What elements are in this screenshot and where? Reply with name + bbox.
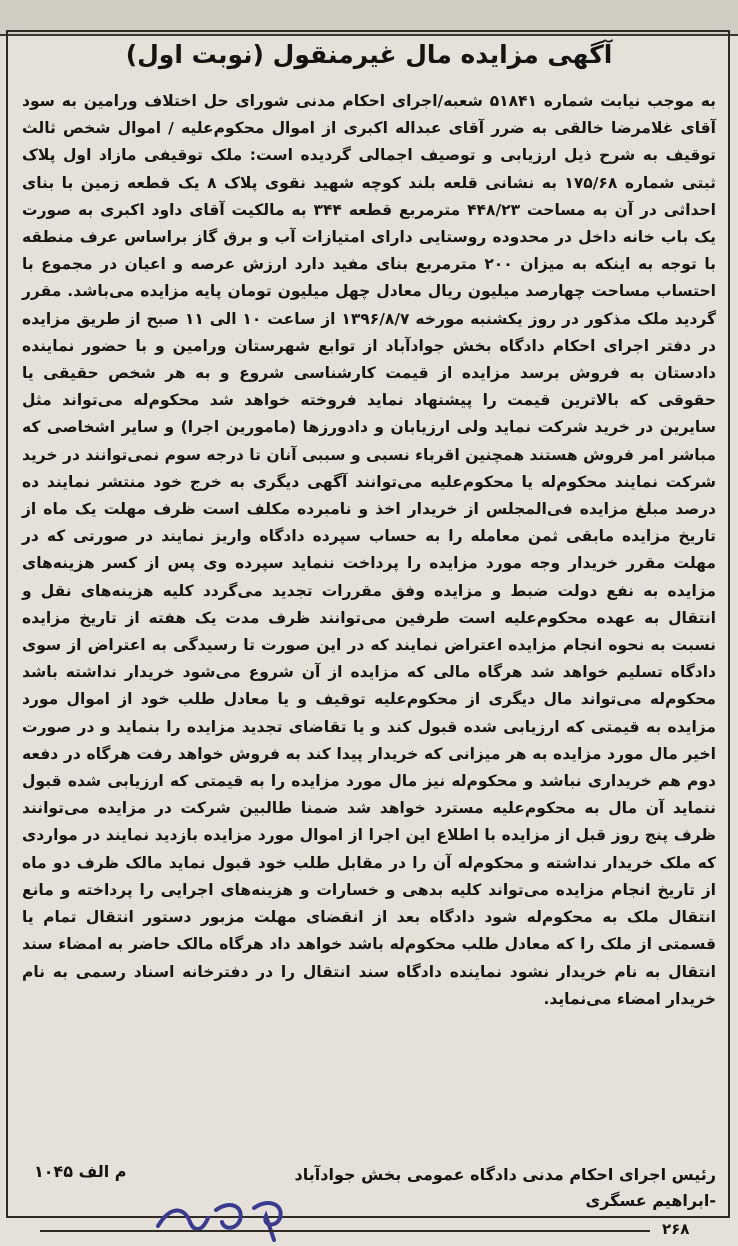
page-number: ۲۶۸ [662, 1220, 690, 1238]
notice-title: آگهی مزایده مال غیرمنقول (نوبت اول) [125, 40, 613, 69]
footer-rule [40, 1230, 650, 1232]
handwritten-number [150, 1196, 300, 1242]
signature-block [295, 1162, 716, 1214]
signature-name: -ابراهیم عسگری [585, 1191, 716, 1210]
notice-body: به موجب نیابت شماره ۵۱۸۴۱ شعبه/اجرای احکام مدنی شورای حل اختلاف ورامین به سود آقای غلامرضا خالقی به ضرر آقای عبداله اکبری از اموال محکوم‌علیه / اموال شخص ثالث توقیف به شرح ذیل ارزیابی و توصیف اجمالی گردیده است: ملک توقیفی مازاد اول پلاک ثبتی شماره ۱۷۵/۶۸ به نشانی قلعه بلند کوچه شهید نقوی پلاک ۸ یک قطعه زمین با بنای احداثی در آن به مساحت ۴۴۸/۲۳ مترمربع قطعه ۳۴۴ به مالکیت آقای داود اکبری به صورت یک باب خانه داخل در محدوده روستایی دارای امتیازات آب و برق گاز براساس عرف منطقه با توجه به اینکه به میزان ۲۰۰ مترمربع بنای مفید دارد ارزش عرصه و اعیان در مجموع با احتساب مساحت چهارصد میلیون ریال معادل چهل میلیون تومان پایه مزایده می‌باشد. مقرر گردید ملک مذکور در روز یکشنبه مورخه ۱۳۹۶/۸/۷ از ساعت ۱۰ الی ۱۱ صبح از طریق مزایده در دفتر اجرای احکام دادگاه بخش جوادآباد از توابع شهرستان ورامین و با حضور نماینده دادستان به فروش برسد مزایده از قیمت کارشناسی شروع و به هر شخص حقیقی یا حقوقی که بالاترین قیمت را پیشنهاد نماید فروخته خواهد شد محکوم‌له می‌تواند مثل سایرین در خرید شرکت نماید ولی ارزیابان و دادورزها (مامورین اجرا) و سایر اشخاصی که مباشر امر فروش هستند همچنین اقرباء نسبی و سببی آنان تا درجه سوم نمی‌توانند در خرید شرکت نمایند محکوم‌له یا محکوم‌علیه می‌توانند آگهی دیگری به خرج خود منتشر نمایند ده درصد مبلغ مزایده فی‌المجلس از خریدار اخذ و نامبرده مکلف است ظرف مهلت یک ماه از تاریخ مزایده مابقی ثمن معامله را به حساب سپرده دادگاه واریز نمایند در صورتی که در مهلت مقرر خریدار وجه مورد مزایده را پرداخت ننماید سپرده وی پس از کسر هزینه‌های مزایده به نفع دولت ضبط و مزایده وفق مقررات تجدید می‌گردد کلیه هزینه‌های نقل و انتقال به عهده محکوم‌علیه است طرفین می‌توانند ظرف مدت یک هفته از تاریخ مزایده نسبت به نحوه انجام مزایده اعتراض نمایند که در این صورت تا رسیدگی به اعتراض از سوی دادگاه تسلیم خواهد شد هرگاه مالی که مزایده از آن شروع می‌شود خریدار نداشته باشد محکوم‌له می‌تواند مال دیگری از محکوم‌علیه توقیف و یا معادل طلب خود از اموال مورد مزایده به قیمتی که ارزیابی شده قبول کند و یا تقاضای تجدید مزایده را بنماید و در صورت اخیر مال مورد مزایده به هر میزانی که خریدار پیدا کند به فروش خواهد رفت هرگاه در دفعه دوم هم خریداری نباشد و محکوم‌له نیز مال مورد مزایده را به قیمتی که ارزیابی شده قبول ننماید آن مال به محکوم‌علیه مسترد خواهد شد ضمنا طالبین شرکت در مزایده می‌توانند ظرف پنج روز قبل از مزایده با اطلاع این اجرا از اموال مورد مزایده بازدید نمایند در مواردی که ملک خریدار نداشته و محکوم‌له آن را در مقابل طلب خود قبول نماید مالک ظرف دو ماه از تاریخ انجام مزایده می‌تواند کلیه بدهی و خسارات و هزینه‌های اجرایی را پرداخته و مانع انتقال ملک به محکوم‌له شود دادگاه بعد از انقضای مهلت مزبور دستور انتقال تمام یا قسمتی از ملک را که معادل طلب محکوم‌له باشد خواهد داد هرگاه مالک حاضر به امضاء سند انتقال به نام خریدار نشود نماینده دادگاه سند انتقال را در دفترخانه اسناد رسمی به نام خریدار امضاء می‌نماید. [22, 92, 717, 1008]
signature-title: رئیس اجرای احکام مدنی دادگاه عمومی بخش جوادآباد [294, 1165, 716, 1184]
notice-code: م الف ۱۰۴۵ [34, 1162, 127, 1181]
